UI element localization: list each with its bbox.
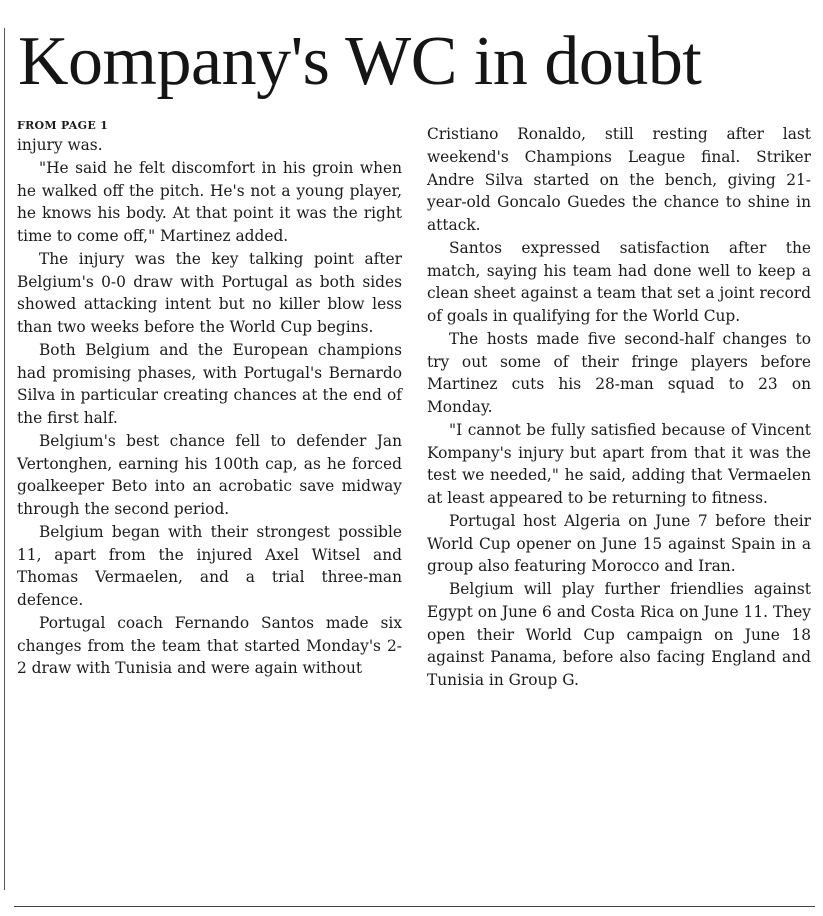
paragraph: The hosts made five second-half changes to try out some of their fringe players before Martinez cuts his 28-man squad to 23 on Monday. (427, 329, 811, 416)
left-column (17, 118, 402, 680)
paragraph: Santos expressed satisfaction after the match, saying his team had done well to keep a clean sheet against a team that set a joint record of goals in qualifying for the World Cup. (427, 238, 811, 325)
column-rule (4, 28, 5, 890)
paragraph: "I cannot be fully satisfied because of Vincent Kompany's injury but apart from that it was the test we needed," he said, adding that Vermaelen at least appeared to be returning to fitness. (427, 420, 811, 507)
paragraph: "He said he felt discomfort in his groin when he walked off the pitch. He's not a young player, he knows his body. At that point it was the right time to come off," Martinez added. (17, 158, 402, 245)
bottom-rule (14, 906, 815, 907)
right-column (427, 123, 811, 692)
paragraph: Belgium will play further friendlies against Egypt on June 6 and Costa Rica on June 11. They open their World Cup campaign on June 18 against Panama, before also facing England and Tunisia in Group G. (427, 580, 811, 689)
paragraph: Belgium began with their strongest possible 11, apart from the injured Axel Witsel and Thomas Vermaelen, and a trial three-man defence. (17, 522, 402, 609)
paragraph: Both Belgium and the European champions had promising phases, with Portugal's Bernardo Silva in particular creating chances at the end of the first half. (17, 340, 402, 427)
kicker: FROM PAGE 1 (17, 119, 109, 132)
paragraph: Belgium's best chance fell to defender Jan Vertonghen, earning his 100th cap, as he forced goalkeeper Beto into an acrobatic save midway through the second period. (17, 431, 402, 518)
paragraph: Portugal coach Fernando Santos made six changes from the team that started Monday's 2-2 draw with Tunisia and were again without (17, 613, 402, 678)
paragraph: Portugal host Algeria on June 7 before their World Cup opener on June 15 against Spain in a group also featuring Morocco and Iran. (427, 511, 811, 576)
paragraph: injury was. (17, 136, 103, 154)
paragraph: The injury was the key talking point after Belgium's 0-0 draw with Portugal as both sides showed attacking intent but no killer blow less than two weeks before the World Cup begins. (17, 249, 402, 336)
paragraph: Cristiano Ronaldo, still resting after last weekend's Champions League final. Striker Andre Silva started on the bench, giving 21-year-old Goncalo Guedes the chance to shine in attack. (427, 125, 811, 234)
headline: Kompany's WC in doubt (18, 23, 702, 100)
